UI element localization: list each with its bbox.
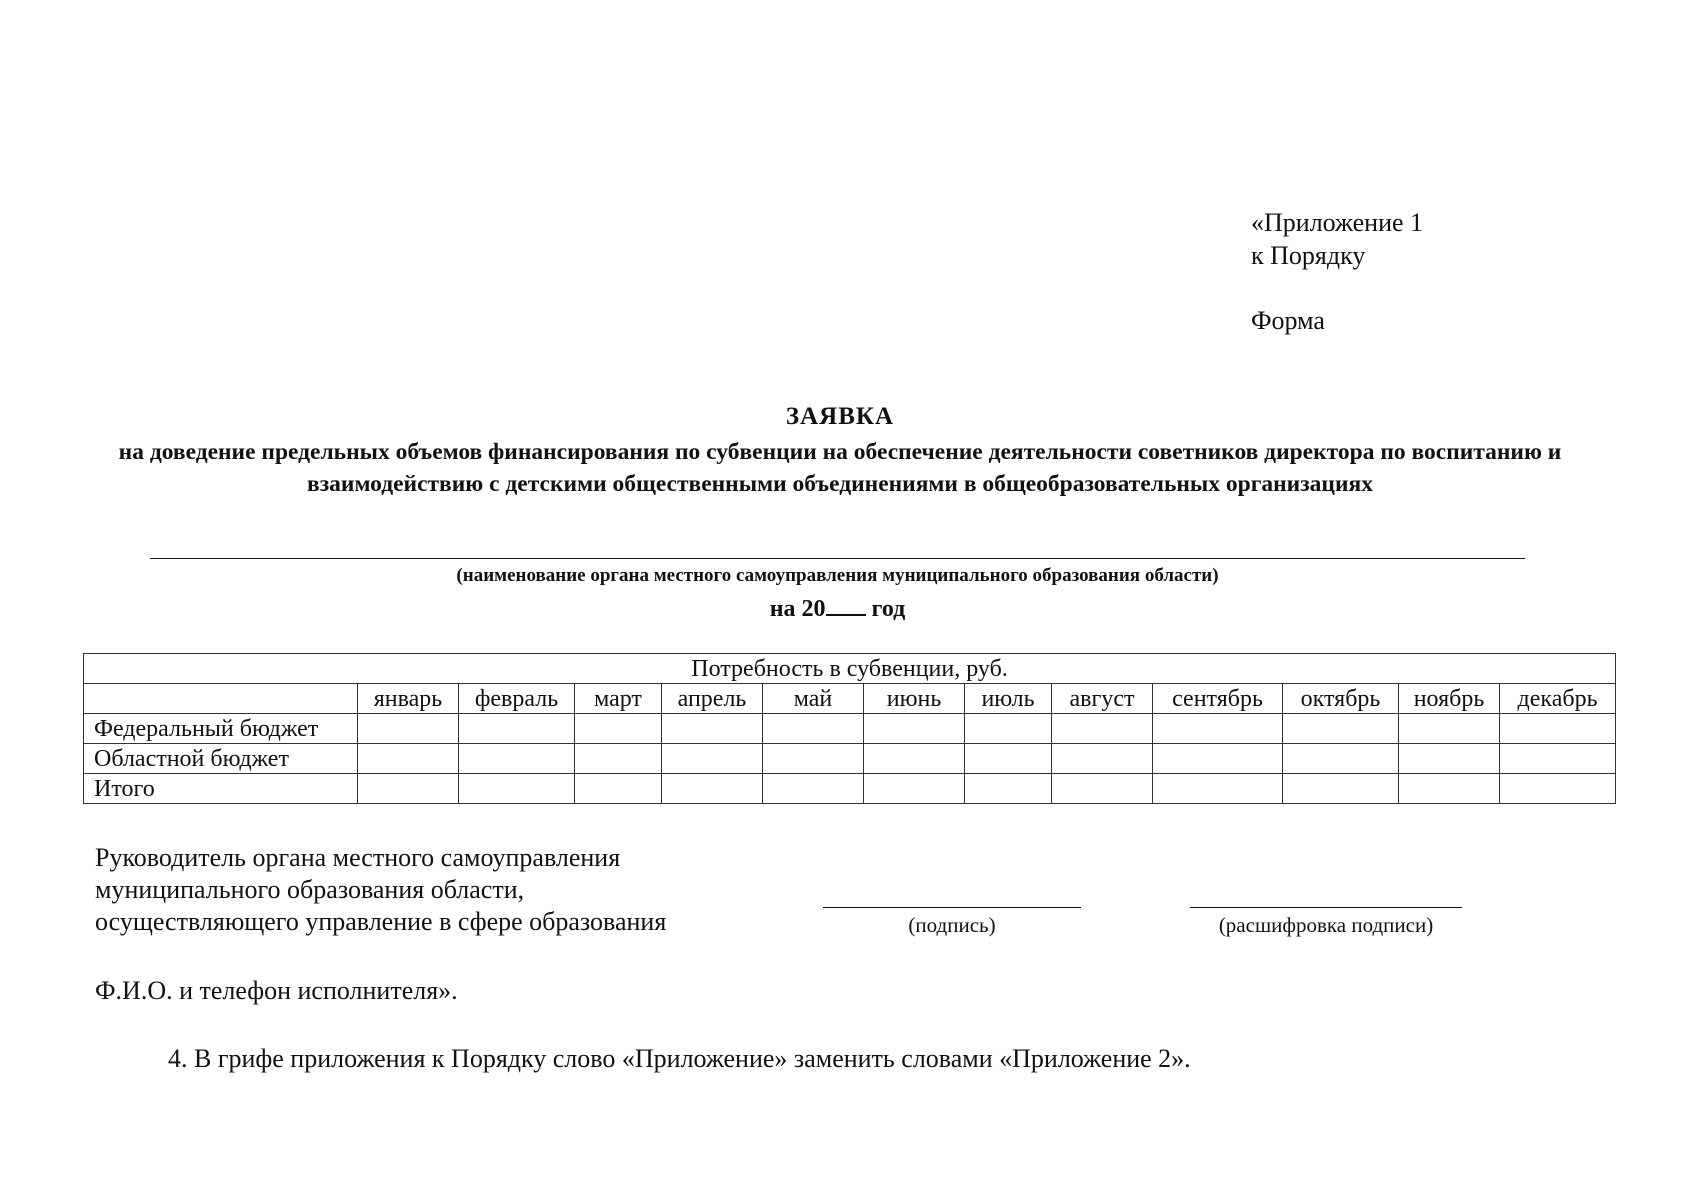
- value-cell: [763, 744, 864, 774]
- value-cell: [358, 714, 459, 744]
- value-cell: [1052, 714, 1153, 744]
- executor-info: Ф.И.О. и телефон исполнителя».: [95, 976, 458, 1005]
- document-subtitle: на доведение предельных объемов финансирования по субвенции на обеспечение деятельности советников директора по воспитанию и взаимодействию с детскими общественными объединениями в общеобразовательных организациях: [118, 439, 1562, 497]
- annex-number: «Приложение 1: [1251, 208, 1424, 237]
- value-cell: [1153, 714, 1283, 744]
- value-cell: [1283, 774, 1399, 804]
- year-suffix: год: [871, 596, 906, 622]
- year-prefix: на 20: [769, 596, 826, 622]
- value-cell: [575, 714, 662, 744]
- value-cell: [358, 744, 459, 774]
- value-cell: [864, 774, 965, 804]
- value-cell: [965, 774, 1052, 804]
- table-header-cell: Потребность в субвенции, руб.: [84, 654, 1616, 684]
- value-cell: [864, 744, 965, 774]
- value-cell: [1283, 744, 1399, 774]
- signature-caption: (подпись): [908, 913, 996, 937]
- table-months-row: [84, 684, 1616, 714]
- month-header-cell: март: [575, 684, 662, 714]
- month-header-cell: январь: [358, 684, 459, 714]
- signature-line: [823, 907, 1081, 908]
- value-cell: [763, 774, 864, 804]
- signer-line-2: муниципального образования области,: [95, 875, 525, 904]
- subsidy-table: [83, 653, 1616, 804]
- row-label-cell: Областной бюджет: [84, 744, 358, 774]
- value-cell: [1500, 744, 1616, 774]
- row-label-cell: Итого: [84, 774, 358, 804]
- row-label-cell: Федеральный бюджет: [84, 714, 358, 744]
- value-cell: [1500, 774, 1616, 804]
- value-cell: [864, 714, 965, 744]
- value-cell: [662, 714, 763, 744]
- table-row: [84, 744, 1616, 774]
- signature-decode-caption: (расшифровка подписи): [1218, 913, 1434, 937]
- value-cell: [575, 774, 662, 804]
- signer-block: [95, 842, 666, 938]
- month-header-cell: август: [1052, 684, 1153, 714]
- signature-decode-line: [1190, 907, 1462, 908]
- value-cell: [1153, 744, 1283, 774]
- value-cell: [575, 744, 662, 774]
- value-cell: [459, 774, 575, 804]
- value-cell: [1500, 714, 1616, 744]
- year-line: [150, 592, 1525, 623]
- value-cell: [1283, 714, 1399, 744]
- value-cell: [459, 714, 575, 744]
- form-label: Форма: [1251, 306, 1325, 335]
- month-header-cell: май: [763, 684, 864, 714]
- value-cell: [1052, 774, 1153, 804]
- value-cell: [1153, 774, 1283, 804]
- value-cell: [662, 774, 763, 804]
- table-corner-cell: [84, 684, 358, 714]
- amendment-item-4: 4. В грифе приложения к Порядку слово «Приложение» заменить словами «Приложение 2».: [168, 1044, 1191, 1073]
- document-title: ЗАЯВКА: [785, 403, 895, 430]
- table-header-row: [84, 654, 1616, 684]
- month-header-cell: ноябрь: [1399, 684, 1500, 714]
- value-cell: [965, 714, 1052, 744]
- month-header-cell: октябрь: [1283, 684, 1399, 714]
- value-cell: [1399, 744, 1500, 774]
- signer-line-1: Руководитель органа местного самоуправления: [95, 843, 621, 872]
- value-cell: [763, 714, 864, 744]
- annex-stamp: [1251, 206, 1423, 337]
- value-cell: [358, 774, 459, 804]
- month-header-cell: июль: [965, 684, 1052, 714]
- value-cell: [662, 744, 763, 774]
- organization-name-line: [150, 558, 1525, 559]
- month-header-cell: декабрь: [1500, 684, 1616, 714]
- value-cell: [1052, 744, 1153, 774]
- month-header-cell: сентябрь: [1153, 684, 1283, 714]
- value-cell: [1399, 774, 1500, 804]
- month-header-cell: апрель: [662, 684, 763, 714]
- value-cell: [1399, 714, 1500, 744]
- month-header-cell: февраль: [459, 684, 575, 714]
- month-header-cell: июнь: [864, 684, 965, 714]
- year-blank-field: [826, 592, 866, 616]
- signer-line-3: осуществляющего управление в сфере образования: [95, 907, 667, 936]
- annex-reference: к Порядку: [1251, 241, 1366, 270]
- table-row: [84, 774, 1616, 804]
- table-row: [84, 714, 1616, 744]
- value-cell: [965, 744, 1052, 774]
- organization-name-caption: (наименование органа местного самоуправления муниципального образования области): [456, 565, 1219, 586]
- value-cell: [459, 744, 575, 774]
